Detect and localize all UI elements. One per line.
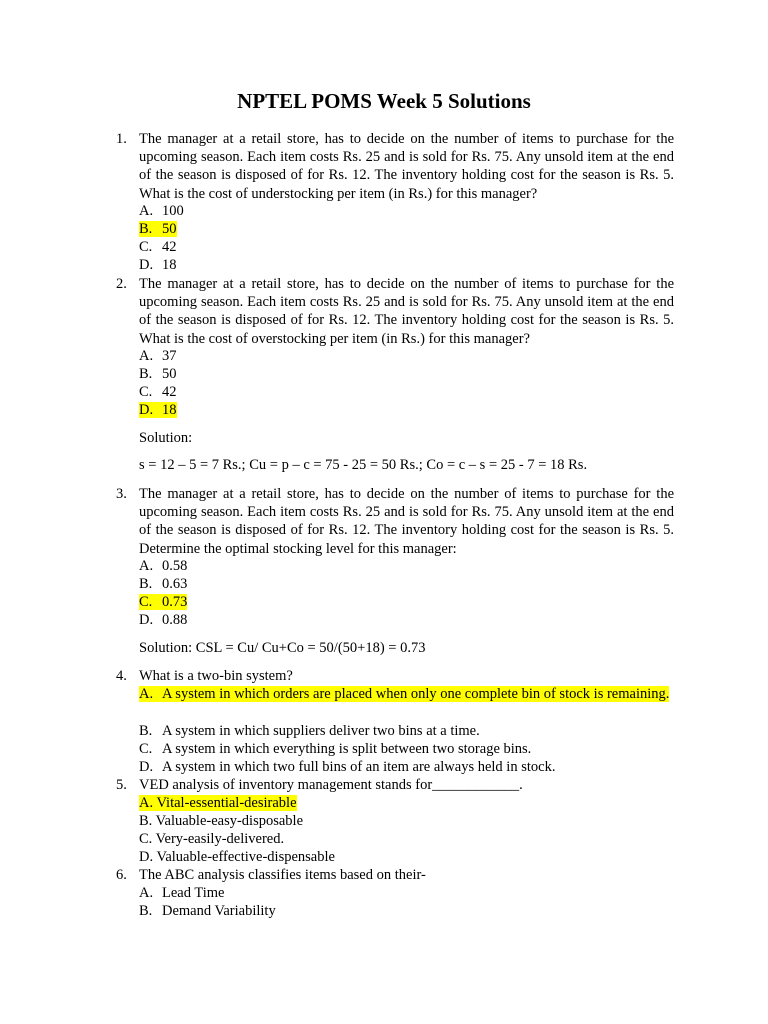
option-b: B. Valuable-easy-disposable [139,813,304,829]
option-text: 18 [162,402,177,418]
option-d-correct [139,401,177,419]
question-text: What is a two-bin system? [139,668,293,684]
question-text: The manager at a retail store, has to decide on the number of items to purchase for the upcoming season. Each item costs Rs. 25 and is sold for Rs. 75. Any unsold item at the end of the season is disposed of for Rs. 12. The inventory holding cost for the season is Rs. 5. What is the cost of overstocking per item (in Rs.) for this manager? [139,276,674,347]
option-letter: B. [139,576,153,592]
option-letter: C. [139,741,153,757]
option-c [139,238,177,256]
option-letter: B. [139,366,153,382]
option-text: A system in which orders are placed when only one complete bin of stock is remaining. [162,686,670,702]
question-number: 1. [116,131,127,147]
option-text: 18 [162,257,177,273]
option-text: 50 [162,221,177,237]
option-letter: D. [139,257,154,273]
option-a [139,202,184,220]
solution-label: Solution: [139,430,193,446]
option-text: A system in which two full bins of an item are always held in stock. [162,759,556,775]
option-text: 0.88 [162,612,188,628]
option-letter: A. [139,686,154,702]
option-letter: A. [139,348,154,364]
solution-text: Solution: CSL = Cu/ Cu+Co = 50/(50+18) = 0.73 [139,640,426,656]
option-c: C. Very-easily-delivered. [139,831,285,847]
option-b [139,902,276,920]
question-text: The manager at a retail store, has to decide on the number of items to purchase for the upcoming season. Each item costs Rs. 25 and is sold for Rs. 75. Any unsold item at the end of the season is disposed of for Rs. 12. The inventory holding cost for the season is Rs. 5. Determine the optimal stocking level for this manager: [139,486,674,557]
option-b [139,365,177,383]
option-text: A system in which everything is split between two storage bins. [162,741,532,757]
option-text: 37 [162,348,177,364]
option-d [139,256,177,274]
question-number: 5. [116,777,127,793]
option-c-correct [139,593,187,611]
option-text: A system in which suppliers deliver two bins at a time. [162,723,480,739]
option-text: 100 [162,203,184,219]
option-letter: A. [139,203,154,219]
option-c [139,740,531,758]
option-d [139,758,555,776]
option-letter: C. [139,594,153,610]
question-text: The manager at a retail store, has to decide on the number of items to purchase for the upcoming season. Each item costs Rs. 25 and is sold for Rs. 75. Any unsold item at the end of the season is disposed of for Rs. 12. The inventory holding cost for the season is Rs. 5. What is the cost of understocking per item (in Rs.) for this manager? [139,131,674,202]
option-text: 0.73 [162,594,188,610]
option-text: 50 [162,366,177,382]
option-text: 0.63 [162,576,188,592]
option-letter: D. [139,402,154,418]
solution-text: s = 12 – 5 = 7 Rs.; Cu = p – c = 75 - 25 = 50 Rs.; Co = c – s = 25 - 7 = 18 Rs. [139,457,588,473]
option-text: Demand Variability [162,903,276,919]
option-a-correct: A. Vital-essential-desirable [139,795,297,811]
option-a-correct [139,685,674,703]
option-letter: A. [139,885,154,901]
page-title: NPTEL POMS Week 5 Solutions [237,89,531,113]
option-letter: C. [139,384,153,400]
question-text: The ABC analysis classifies items based on their- [139,867,426,883]
option-letter: B. [139,723,153,739]
option-letter: C. [139,239,153,255]
option-text: Lead Time [162,885,225,901]
question-text: VED analysis of inventory management stands for____________. [139,777,523,793]
option-a [139,347,177,365]
option-letter: A. [139,558,154,574]
option-a [139,557,187,575]
option-d: D. Valuable-effective-dispensable [139,849,335,865]
option-letter: B. [139,903,153,919]
question-number: 6. [116,867,127,883]
option-letter: D. [139,612,154,628]
option-c [139,383,177,401]
option-letter: D. [139,759,154,775]
option-b [139,722,480,740]
option-b-correct [139,220,177,238]
option-letter: B. [139,221,153,237]
option-text: 42 [162,384,177,400]
question-number: 3. [116,486,127,502]
question-number: 2. [116,276,127,292]
option-b [139,575,187,593]
option-a [139,884,224,902]
question-number: 4. [116,668,127,684]
option-d [139,611,187,629]
option-text: 42 [162,239,177,255]
option-text: 0.58 [162,558,188,574]
